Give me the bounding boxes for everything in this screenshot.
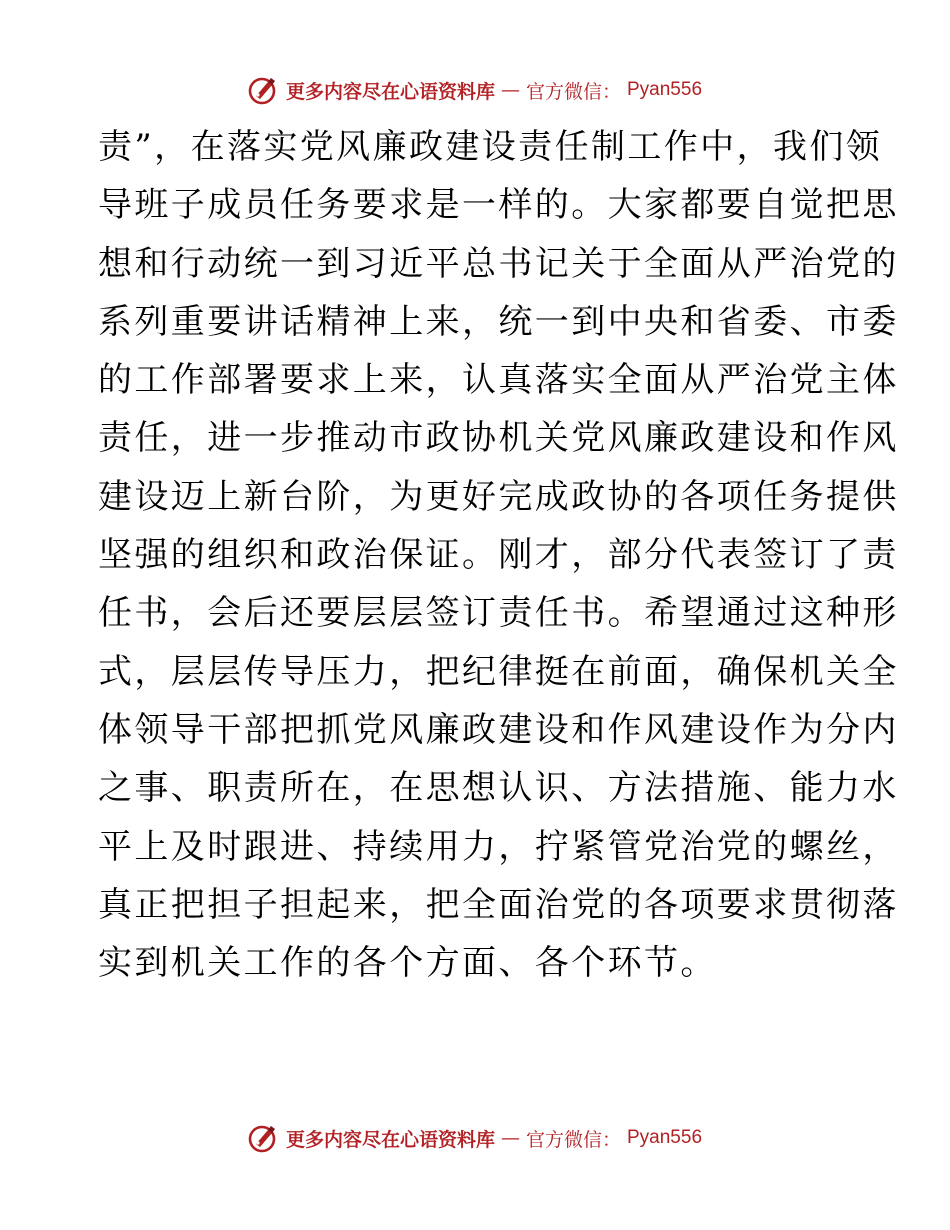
body-line: 真正把担子担起来，把全面治党的各项要求贯彻落 (98, 884, 899, 925)
body-line: 建设迈上新台阶，为更好完成政协的各项任务提供 (98, 476, 899, 517)
body-line: 式，层层传导压力，把纪律挺在前面，确保机关全 (98, 651, 899, 692)
pen-circle-logo-icon (248, 1122, 280, 1154)
body-line: 体领导干部把抓党风廉政建设和作风建设作为分内 (98, 709, 899, 750)
footer-separator: — (500, 1127, 520, 1149)
document-body (98, 118, 899, 992)
body-line: 实到机关工作的各个方面、各个环节。 (98, 943, 717, 984)
body-line: 的工作部署要求上来，认真落实全面从严治党主体 (98, 360, 899, 401)
body-line: 之事、职责所在，在思想认识、方法措施、能力水 (98, 768, 899, 809)
body-line: 想和行动统一到习近平总书记关于全面从严治党的 (98, 243, 899, 284)
pen-circle-logo-icon (248, 74, 280, 106)
page-footer (0, 1118, 950, 1158)
footer-banner (248, 1122, 702, 1154)
header-banner (248, 74, 702, 106)
body-line: 责任，进一步推动市政协机关党风廉政建设和作风 (98, 418, 899, 459)
page-header (0, 70, 950, 110)
footer-wechat-label: 官方微信： (525, 1128, 621, 1151)
body-line: 责”，在落实党风廉政建设责任制工作中，我们领 (98, 127, 883, 167)
body-line: 导班子成员任务要求是一样的。大家都要自觉把思 (98, 185, 899, 226)
header-brand-text: 更多内容尽在心语资料库 (285, 80, 495, 103)
body-line: 坚强的组织和政治保证。刚才，部分代表签订了责 (98, 535, 899, 576)
footer-wechat-id: Pyan556 (627, 1127, 703, 1148)
header-wechat-id: Pyan556 (627, 79, 703, 100)
body-line: 系列重要讲话精神上来，统一到中央和省委、市委 (98, 301, 899, 342)
body-line: 平上及时跟进、持续用力，拧紧管党治党的螺丝， (98, 826, 899, 867)
footer-brand-text: 更多内容尽在心语资料库 (285, 1128, 495, 1151)
header-separator: — (500, 79, 520, 101)
body-line: 任书，会后还要层层签订责任书。希望通过这种形 (98, 593, 899, 634)
header-wechat-label: 官方微信： (525, 80, 621, 103)
